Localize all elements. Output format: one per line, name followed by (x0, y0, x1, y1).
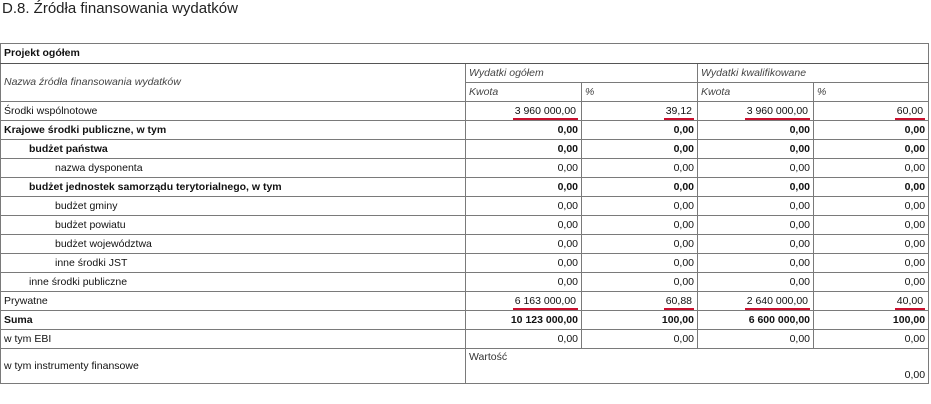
pct-qualified: 100,00 (814, 311, 929, 330)
value-cell (466, 349, 929, 384)
pct-qualified: 0,00 (814, 140, 929, 159)
row-label: w tym EBI (1, 330, 466, 349)
pct-qualified: 0,00 (814, 254, 929, 273)
table-row (1, 121, 929, 140)
table-row (1, 178, 929, 197)
amount-total: 0,00 (466, 273, 582, 292)
amount-total: 0,00 (466, 159, 582, 178)
amount-qualified: 6 600 000,00 (698, 311, 814, 330)
pct-header: % (814, 83, 929, 102)
amount-qualified: 0,00 (698, 254, 814, 273)
row-label: inne środki JST (1, 254, 466, 273)
amount-total: 0,00 (466, 330, 582, 349)
financial-instruments-row (1, 349, 929, 384)
pct-total: 0,00 (582, 273, 698, 292)
project-label: Projekt ogółem (1, 44, 929, 64)
amount-total: 0,00 (466, 197, 582, 216)
pct-total: 100,00 (582, 311, 698, 330)
pct-total: 39,12 (664, 104, 694, 120)
amount-qualified: 0,00 (698, 121, 814, 140)
amount-qualified: 0,00 (698, 273, 814, 292)
amount-qualified: 0,00 (698, 159, 814, 178)
value-field-label: Wartość (469, 351, 508, 363)
pct-total: 0,00 (582, 178, 698, 197)
row-label: Suma (1, 311, 466, 330)
table-row (1, 159, 929, 178)
amount-total: 10 123 000,00 (466, 311, 582, 330)
amount-total: 0,00 (466, 216, 582, 235)
amount-qualified: 0,00 (698, 178, 814, 197)
row-label: budżet gminy (1, 197, 466, 216)
row-label: w tym instrumenty finansowe (1, 349, 466, 384)
amount-qualified: 0,00 (698, 197, 814, 216)
pct-qualified: 0,00 (814, 197, 929, 216)
table-row (1, 102, 929, 121)
pct-total: 0,00 (582, 235, 698, 254)
amount-total: 0,00 (466, 178, 582, 197)
kwota-header: Kwota (466, 83, 582, 102)
pct-qualified: 0,00 (814, 330, 929, 349)
pct-qualified: 0,00 (814, 216, 929, 235)
amount-qualified: 3 960 000,00 (745, 104, 810, 120)
pct-total: 0,00 (582, 140, 698, 159)
amount-total: 0,00 (466, 235, 582, 254)
group-total-header: Wydatki ogółem (466, 64, 698, 83)
amount-total: 0,00 (466, 140, 582, 159)
project-row (1, 44, 929, 64)
amount-qualified: 0,00 (698, 140, 814, 159)
amount-total: 0,00 (466, 254, 582, 273)
amount-qualified: 0,00 (698, 330, 814, 349)
pct-qualified: 60,00 (895, 104, 925, 120)
amount-qualified: 0,00 (698, 216, 814, 235)
value-field: 0,00 (904, 369, 926, 381)
col-source-header: Nazwa źródła finansowania wydatków (1, 64, 466, 102)
sum-row (1, 311, 929, 330)
pct-qualified: 0,00 (814, 159, 929, 178)
pct-qualified: 0,00 (814, 273, 929, 292)
table-row (1, 330, 929, 349)
amount-total: 3 960 000,00 (513, 104, 578, 120)
group-qualified-header: Wydatki kwalifikowane (698, 64, 929, 83)
pct-qualified: 0,00 (814, 121, 929, 140)
row-label: budżet powiatu (1, 216, 466, 235)
pct-qualified: 0,00 (814, 235, 929, 254)
row-label: budżet państwa (1, 140, 466, 159)
financing-table (0, 43, 929, 384)
pct-total: 0,00 (582, 159, 698, 178)
table-row (1, 140, 929, 159)
table-row (1, 216, 929, 235)
kwota-header: Kwota (698, 83, 814, 102)
row-label: budżet jednostek samorządu terytorialnego, w tym (1, 178, 466, 197)
amount-total: 0,00 (466, 121, 582, 140)
row-label: inne środki publiczne (1, 273, 466, 292)
pct-total: 60,88 (664, 294, 694, 310)
table-row (1, 235, 929, 254)
amount-qualified: 0,00 (698, 235, 814, 254)
pct-total: 0,00 (582, 216, 698, 235)
pct-total: 0,00 (582, 330, 698, 349)
row-label: Krajowe środki publiczne, w tym (1, 121, 466, 140)
row-label: budżet województwa (1, 235, 466, 254)
pct-total: 0,00 (582, 197, 698, 216)
pct-total: 0,00 (582, 121, 698, 140)
table-row (1, 197, 929, 216)
table-row (1, 254, 929, 273)
pct-qualified: 0,00 (814, 178, 929, 197)
header-row (1, 64, 929, 83)
pct-total: 0,00 (582, 254, 698, 273)
row-label: Prywatne (1, 292, 466, 311)
table-row (1, 292, 929, 311)
amount-total: 6 163 000,00 (513, 294, 578, 310)
row-label: nazwa dysponenta (1, 159, 466, 178)
table-row (1, 273, 929, 292)
amount-qualified: 2 640 000,00 (745, 294, 810, 310)
pct-qualified: 40,00 (895, 294, 925, 310)
pct-header: % (582, 83, 698, 102)
row-label: Środki wspólnotowe (1, 102, 466, 121)
page-title: D.8. Źródła finansowania wydatków (2, 0, 238, 17)
